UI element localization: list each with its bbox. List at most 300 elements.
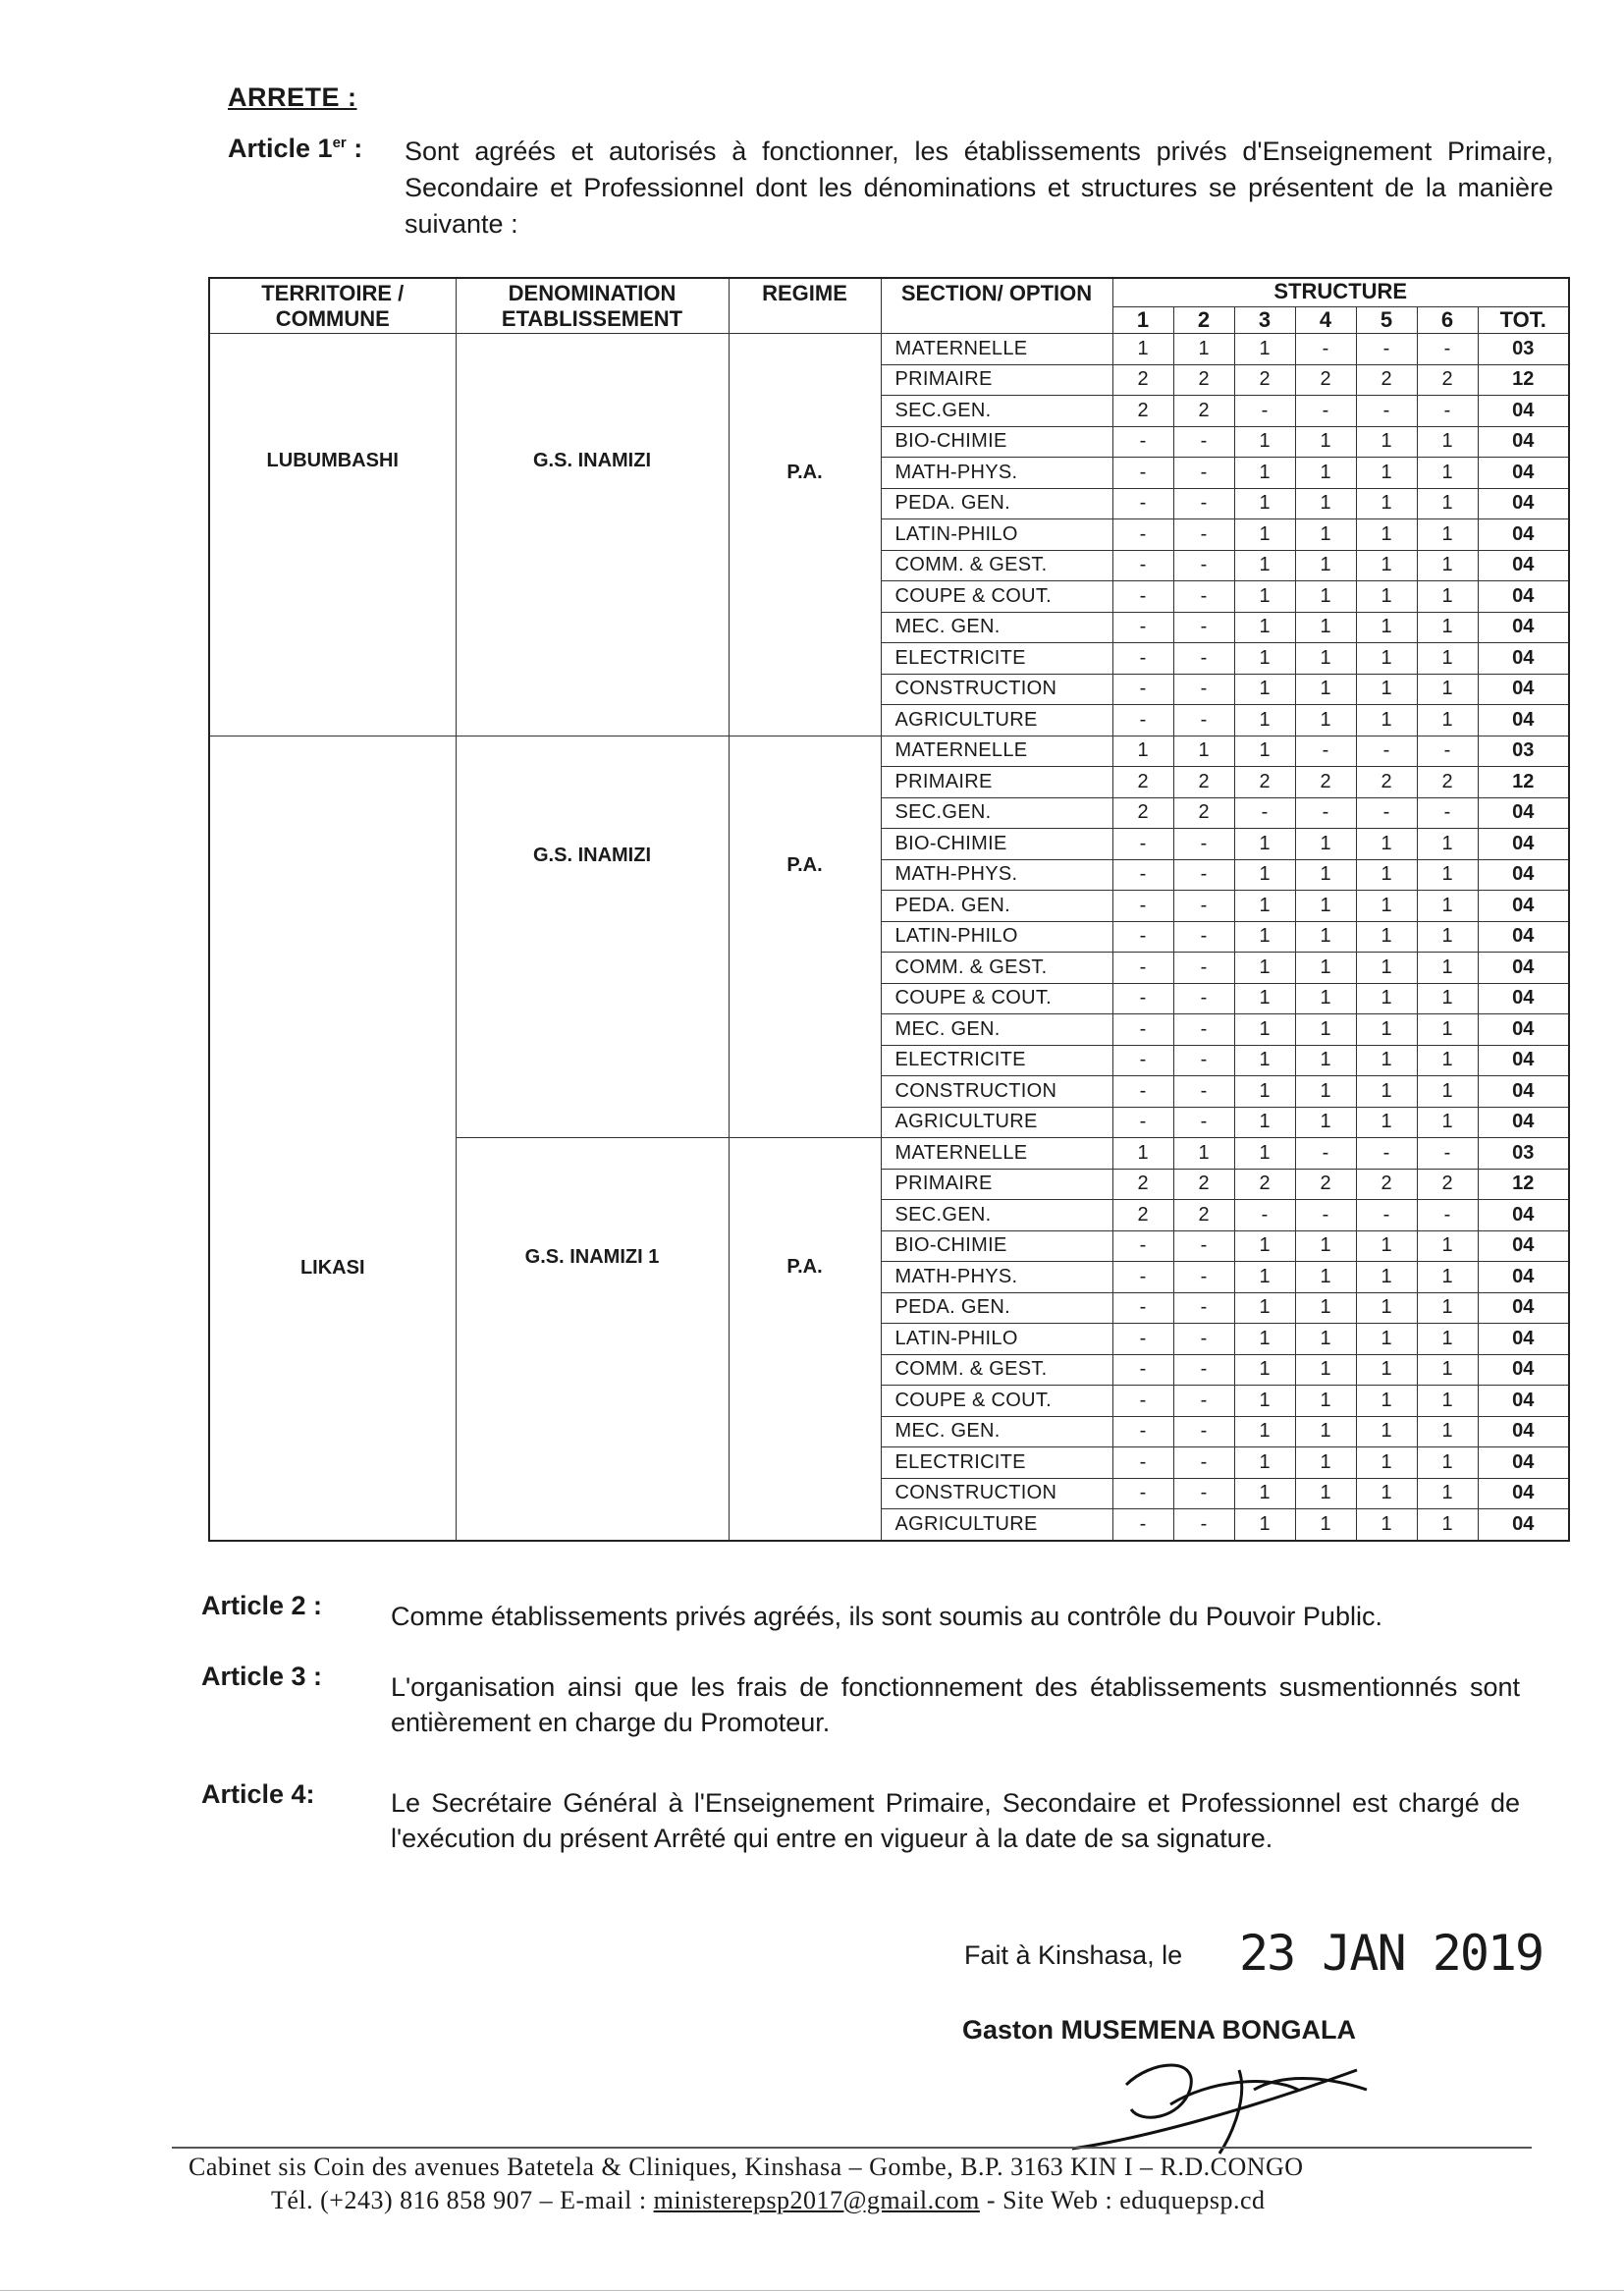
total-cell: 04	[1478, 426, 1569, 458]
structure-cell: -	[1173, 674, 1234, 705]
territoire-cell: LIKASI	[209, 736, 456, 1541]
article-3-text: L'organisation ainsi que les frais de fonctionnement des établissements susmentionnés sont entièrement en charge du Promoteur.	[391, 1672, 1520, 1737]
etablissement-cell: G.S. INAMIZI 1	[456, 1138, 729, 1541]
option-cell: ELECTRICITE	[881, 1045, 1112, 1076]
structure-cell: 2	[1112, 364, 1173, 396]
structure-cell: -	[1112, 891, 1173, 922]
structure-cell: -	[1356, 396, 1417, 427]
option-cell: AGRICULTURE	[881, 705, 1112, 736]
option-cell: MATH-PHYS.	[881, 859, 1112, 891]
structure-cell: 1	[1112, 334, 1173, 365]
structure-cell: 1	[1356, 674, 1417, 705]
structure-cell: 2	[1356, 767, 1417, 798]
structure-cell: -	[1173, 1230, 1234, 1262]
structure-cell: 1	[1356, 550, 1417, 581]
total-cell: 04	[1478, 581, 1569, 613]
structure-cell: 1	[1356, 1324, 1417, 1355]
total-cell: 04	[1478, 1262, 1569, 1293]
structure-cell: 1	[1417, 1292, 1478, 1324]
structure-cell: 1	[1356, 859, 1417, 891]
option-cell: PRIMAIRE	[881, 767, 1112, 798]
total-cell: 04	[1478, 519, 1569, 551]
article-1-label-sup: er	[332, 135, 347, 151]
option-cell: CONSTRUCTION	[881, 1478, 1112, 1509]
structure-cell: 1	[1295, 550, 1356, 581]
structure-cell: -	[1112, 1045, 1173, 1076]
structure-cell: 1	[1417, 674, 1478, 705]
structure-cell: -	[1112, 1386, 1173, 1417]
structure-cell: 1	[1295, 1230, 1356, 1262]
total-cell: 03	[1478, 334, 1569, 365]
structure-cell: -	[1234, 1200, 1295, 1231]
structure-cell: 2	[1417, 767, 1478, 798]
structure-cell: 2	[1173, 797, 1234, 829]
structure-cell: -	[1112, 612, 1173, 643]
structure-cell: 1	[1356, 1478, 1417, 1509]
structure-cell: -	[1295, 736, 1356, 767]
structure-cell: -	[1356, 1200, 1417, 1231]
structure-cell: 1	[1234, 612, 1295, 643]
total-cell: 04	[1478, 396, 1569, 427]
structure-cell: 1	[1417, 953, 1478, 984]
total-cell: 04	[1478, 1416, 1569, 1447]
option-cell: COMM. & GEST.	[881, 1354, 1112, 1386]
structure-cell: 1	[1234, 891, 1295, 922]
option-cell: PEDA. GEN.	[881, 488, 1112, 519]
structure-cell: 1	[1234, 426, 1295, 458]
structure-cell: -	[1112, 1292, 1173, 1324]
structure-cell: 1	[1417, 921, 1478, 953]
structure-cell: -	[1173, 458, 1234, 489]
structure-cell: -	[1173, 829, 1234, 860]
structure-cell: 1	[1356, 1107, 1417, 1138]
structure-cell: 1	[1356, 612, 1417, 643]
option-cell: MEC. GEN.	[881, 1014, 1112, 1046]
structure-cell: -	[1173, 953, 1234, 984]
header-territoire: TERRITOIRE / COMMUNE	[209, 278, 456, 334]
structure-cell: -	[1173, 426, 1234, 458]
option-cell: COMM. & GEST.	[881, 550, 1112, 581]
option-cell: MATERNELLE	[881, 334, 1112, 365]
structure-cell: 1	[1295, 705, 1356, 736]
header-col-3: 3	[1234, 307, 1295, 334]
structure-cell: 2	[1295, 1169, 1356, 1200]
structure-cell: 2	[1173, 1200, 1234, 1231]
structure-cell: -	[1173, 1076, 1234, 1108]
article-1-text: Sont agréés et autorisés à fonctionner, les établissements privés d'Enseignement Primaire, Secondaire et Professionnel dont les dénominations et structures se présentent de la manière suivante :	[405, 136, 1553, 239]
schools-table-body	[209, 334, 1569, 1541]
structure-cell: -	[1112, 1354, 1173, 1386]
structure-cell: 1	[1356, 953, 1417, 984]
structure-cell: 1	[1295, 1509, 1356, 1541]
etablissement-cell: G.S. INAMIZI	[456, 334, 729, 736]
structure-cell: 1	[1417, 1386, 1478, 1417]
structure-cell: -	[1112, 829, 1173, 860]
structure-cell: 1	[1356, 1509, 1417, 1541]
total-cell: 04	[1478, 612, 1569, 643]
structure-cell: -	[1112, 1478, 1173, 1509]
structure-cell: 1	[1234, 1230, 1295, 1262]
structure-cell: -	[1112, 983, 1173, 1014]
structure-cell: 1	[1173, 736, 1234, 767]
structure-cell: 1	[1356, 458, 1417, 489]
total-cell: 04	[1478, 1230, 1569, 1262]
structure-cell: 1	[1417, 1416, 1478, 1447]
structure-cell: 1	[1356, 1014, 1417, 1046]
option-cell: MATH-PHYS.	[881, 458, 1112, 489]
structure-cell: -	[1173, 1386, 1234, 1417]
option-cell: AGRICULTURE	[881, 1107, 1112, 1138]
structure-cell: 1	[1417, 1354, 1478, 1386]
structure-cell: 1	[1234, 705, 1295, 736]
total-cell: 12	[1478, 767, 1569, 798]
header-structure: STRUCTURE	[1112, 278, 1569, 307]
option-cell: CONSTRUCTION	[881, 674, 1112, 705]
structure-cell: 1	[1234, 1014, 1295, 1046]
structure-cell: 2	[1417, 364, 1478, 396]
structure-cell: -	[1112, 674, 1173, 705]
header-regime: REGIME	[729, 278, 881, 334]
structure-cell: -	[1112, 1416, 1173, 1447]
handwritten-signature	[1053, 2050, 1377, 2158]
total-cell: 03	[1478, 736, 1569, 767]
total-cell: 04	[1478, 705, 1569, 736]
structure-cell: 1	[1234, 1324, 1295, 1355]
decree-heading: ARRETE :	[228, 82, 357, 112]
structure-cell: 1	[1234, 581, 1295, 613]
option-cell: LATIN-PHILO	[881, 921, 1112, 953]
structure-cell: 1	[1356, 1292, 1417, 1324]
header-col-4: 4	[1295, 307, 1356, 334]
structure-cell: -	[1112, 921, 1173, 953]
structure-cell: 1	[1417, 1447, 1478, 1479]
structure-cell: 1	[1356, 1262, 1417, 1293]
option-cell: BIO-CHIMIE	[881, 829, 1112, 860]
option-cell: SEC.GEN.	[881, 396, 1112, 427]
structure-cell: 1	[1234, 1416, 1295, 1447]
regime-cell: P.A.	[729, 1138, 881, 1541]
signer-name: Gaston MUSEMENA BONGALA	[962, 2015, 1357, 2045]
option-cell: CONSTRUCTION	[881, 1076, 1112, 1108]
territoire-cell: LUBUMBASHI	[209, 334, 456, 736]
structure-cell: 1	[1295, 643, 1356, 675]
option-cell: SEC.GEN.	[881, 797, 1112, 829]
structure-cell: -	[1173, 1014, 1234, 1046]
total-cell: 04	[1478, 891, 1569, 922]
structure-cell: -	[1234, 797, 1295, 829]
total-cell: 04	[1478, 921, 1569, 953]
structure-cell: 1	[1295, 829, 1356, 860]
structure-cell: 1	[1417, 1045, 1478, 1076]
structure-cell: 1	[1417, 1478, 1478, 1509]
structure-cell: 1	[1295, 1014, 1356, 1046]
structure-cell: 1	[1295, 1478, 1356, 1509]
structure-cell: -	[1112, 859, 1173, 891]
total-cell: 04	[1478, 1014, 1569, 1046]
total-cell: 04	[1478, 488, 1569, 519]
structure-cell: 2	[1173, 364, 1234, 396]
structure-cell: 1	[1234, 1045, 1295, 1076]
article-1-label-main: Article 1	[228, 134, 333, 163]
total-cell: 04	[1478, 1354, 1569, 1386]
structure-cell: 1	[1295, 1045, 1356, 1076]
structure-cell: 1	[1295, 426, 1356, 458]
option-cell: LATIN-PHILO	[881, 519, 1112, 551]
structure-cell: 2	[1112, 1169, 1173, 1200]
structure-cell: 1	[1234, 334, 1295, 365]
structure-cell: 1	[1234, 674, 1295, 705]
structure-cell: 2	[1356, 364, 1417, 396]
structure-cell: 1	[1356, 1045, 1417, 1076]
structure-cell: -	[1173, 1324, 1234, 1355]
total-cell: 04	[1478, 1386, 1569, 1417]
structure-cell: 1	[1295, 921, 1356, 953]
structure-cell: 1	[1417, 1509, 1478, 1541]
structure-cell: 1	[1417, 859, 1478, 891]
regime-cell: P.A.	[729, 334, 881, 736]
structure-cell: 2	[1234, 767, 1295, 798]
structure-cell: -	[1295, 1200, 1356, 1231]
structure-cell: 1	[1356, 829, 1417, 860]
structure-cell: 1	[1295, 1447, 1356, 1479]
structure-cell: 2	[1234, 1169, 1295, 1200]
option-cell: MATERNELLE	[881, 736, 1112, 767]
structure-cell: -	[1112, 1509, 1173, 1541]
structure-cell: 1	[1356, 581, 1417, 613]
footer-contact	[271, 2186, 1266, 2215]
structure-cell: -	[1173, 1292, 1234, 1324]
option-cell: AGRICULTURE	[881, 1509, 1112, 1541]
structure-cell: 1	[1356, 921, 1417, 953]
footer-divider	[172, 2147, 1532, 2149]
footer-tel: Tél. (+243) 816 858 907 – E-mail :	[271, 2186, 654, 2214]
etablissement-cell: G.S. INAMIZI	[456, 736, 729, 1138]
structure-cell: -	[1173, 1354, 1234, 1386]
structure-cell: -	[1173, 891, 1234, 922]
option-cell: COMM. & GEST.	[881, 953, 1112, 984]
header-col-5: 5	[1356, 307, 1417, 334]
structure-cell: -	[1173, 643, 1234, 675]
structure-cell: 1	[1417, 1107, 1478, 1138]
structure-cell: -	[1295, 396, 1356, 427]
structure-cell: -	[1112, 1324, 1173, 1355]
structure-cell: 1	[1356, 705, 1417, 736]
total-cell: 04	[1478, 983, 1569, 1014]
footer-site: - Site Web : eduquepsp.cd	[979, 2186, 1266, 2214]
structure-cell: 1	[1112, 1138, 1173, 1170]
structure-cell: 2	[1173, 767, 1234, 798]
structure-cell: -	[1173, 1262, 1234, 1293]
total-cell: 04	[1478, 953, 1569, 984]
structure-cell: 1	[1417, 829, 1478, 860]
structure-cell: -	[1173, 1107, 1234, 1138]
structure-cell: 1	[1417, 983, 1478, 1014]
structure-cell: 1	[1356, 1354, 1417, 1386]
structure-cell: -	[1112, 550, 1173, 581]
table-row	[209, 736, 1569, 767]
structure-cell: -	[1173, 705, 1234, 736]
structure-cell: 1	[1417, 1230, 1478, 1262]
structure-cell: 1	[1356, 1447, 1417, 1479]
structure-cell: 1	[1356, 1416, 1417, 1447]
structure-cell: 1	[1417, 1324, 1478, 1355]
structure-cell: 1	[1234, 829, 1295, 860]
footer-address: Cabinet sis Coin des avenues Batetela & Cliniques, Kinshasa – Gombe, B.P. 3163 KIN I – R.D.CONGO	[189, 2153, 1304, 2181]
structure-cell: 1	[1173, 334, 1234, 365]
structure-cell: 1	[1356, 643, 1417, 675]
option-cell: PRIMAIRE	[881, 364, 1112, 396]
article-4-text: Le Secrétaire Général à l'Enseignement Primaire, Secondaire et Professionnel est chargé de l'exécution du présent Arrêté qui entre en vigueur à la date de sa signature.	[391, 1788, 1520, 1853]
header-col-1: 1	[1112, 307, 1173, 334]
structure-cell: 2	[1295, 364, 1356, 396]
structure-cell: -	[1112, 1262, 1173, 1293]
structure-cell: -	[1173, 983, 1234, 1014]
total-cell: 04	[1478, 458, 1569, 489]
total-cell: 04	[1478, 1447, 1569, 1479]
total-cell: 04	[1478, 1076, 1569, 1108]
structure-cell: 1	[1417, 705, 1478, 736]
structure-cell: -	[1112, 426, 1173, 458]
structure-cell: -	[1417, 396, 1478, 427]
total-cell: 12	[1478, 364, 1569, 396]
structure-cell: 1	[1417, 426, 1478, 458]
structure-cell: 1	[1356, 983, 1417, 1014]
structure-cell: -	[1173, 581, 1234, 613]
total-cell: 04	[1478, 859, 1569, 891]
structure-cell: -	[1356, 1138, 1417, 1170]
total-cell: 04	[1478, 1292, 1569, 1324]
structure-cell: 1	[1234, 643, 1295, 675]
structure-cell: -	[1112, 581, 1173, 613]
structure-cell: -	[1417, 797, 1478, 829]
total-cell: 04	[1478, 1509, 1569, 1541]
structure-cell: 2	[1112, 767, 1173, 798]
structure-cell: 1	[1417, 581, 1478, 613]
structure-cell: 1	[1295, 488, 1356, 519]
structure-cell: -	[1173, 612, 1234, 643]
structure-cell: 1	[1295, 519, 1356, 551]
option-cell: BIO-CHIMIE	[881, 426, 1112, 458]
structure-cell: -	[1356, 736, 1417, 767]
option-cell: COUPE & COUT.	[881, 983, 1112, 1014]
structure-cell: 1	[1356, 1230, 1417, 1262]
structure-cell: -	[1112, 1014, 1173, 1046]
structure-cell: 1	[1356, 519, 1417, 551]
header-col-6: 6	[1417, 307, 1478, 334]
structure-cell: 1	[1234, 488, 1295, 519]
structure-cell: -	[1173, 550, 1234, 581]
date-stamp: 23 JAN 2019	[1239, 1925, 1543, 1982]
option-cell: BIO-CHIMIE	[881, 1230, 1112, 1262]
structure-cell: 1	[1234, 983, 1295, 1014]
structure-cell: 1	[1295, 859, 1356, 891]
structure-cell: -	[1112, 458, 1173, 489]
structure-cell: 1	[1417, 519, 1478, 551]
structure-cell: 1	[1295, 1107, 1356, 1138]
structure-cell: -	[1417, 736, 1478, 767]
structure-cell: 1	[1417, 891, 1478, 922]
structure-cell: 2	[1417, 1169, 1478, 1200]
total-cell: 04	[1478, 797, 1569, 829]
structure-cell: 1	[1234, 1138, 1295, 1170]
option-cell: COUPE & COUT.	[881, 1386, 1112, 1417]
structure-cell: 1	[1234, 1509, 1295, 1541]
structure-cell: 2	[1173, 1169, 1234, 1200]
structure-cell: 1	[1295, 891, 1356, 922]
option-cell: COUPE & COUT.	[881, 581, 1112, 613]
structure-cell: 1	[1417, 550, 1478, 581]
schools-table	[208, 277, 1570, 1542]
article-2-text: Comme établissements privés agréés, ils sont soumis au contrôle du Pouvoir Public.	[391, 1602, 1382, 1631]
structure-cell: -	[1112, 519, 1173, 551]
structure-cell: 1	[1295, 581, 1356, 613]
option-cell: MATH-PHYS.	[881, 1262, 1112, 1293]
structure-cell: 1	[1295, 953, 1356, 984]
structure-cell: 1	[1173, 1138, 1234, 1170]
structure-cell: 1	[1417, 488, 1478, 519]
structure-cell: -	[1112, 1230, 1173, 1262]
structure-cell: -	[1173, 1478, 1234, 1509]
structure-cell: 1	[1234, 519, 1295, 551]
structure-cell: -	[1356, 334, 1417, 365]
total-cell: 12	[1478, 1169, 1569, 1200]
structure-cell: -	[1295, 1138, 1356, 1170]
structure-cell: 1	[1234, 1478, 1295, 1509]
total-cell: 04	[1478, 1200, 1569, 1231]
article-1-label-colon: :	[346, 134, 363, 163]
structure-cell: -	[1112, 1447, 1173, 1479]
total-cell: 04	[1478, 829, 1569, 860]
structure-cell: 2	[1173, 396, 1234, 427]
structure-cell: -	[1173, 859, 1234, 891]
structure-cell: 1	[1234, 550, 1295, 581]
structure-cell: 2	[1112, 1200, 1173, 1231]
structure-cell: -	[1356, 797, 1417, 829]
structure-cell: 1	[1356, 891, 1417, 922]
option-cell: SEC.GEN.	[881, 1200, 1112, 1231]
structure-cell: -	[1295, 334, 1356, 365]
total-cell: 04	[1478, 1045, 1569, 1076]
structure-cell: 1	[1112, 736, 1173, 767]
structure-cell: 1	[1356, 1386, 1417, 1417]
place-date-label: Fait à Kinshasa, le	[964, 1940, 1183, 1970]
structure-cell: -	[1173, 519, 1234, 551]
structure-cell: -	[1417, 334, 1478, 365]
option-cell: ELECTRICITE	[881, 1447, 1112, 1479]
footer-email-link[interactable]: ministerepsp2017@gmail.com	[653, 2186, 980, 2214]
header-denomination: DENOMINATION ETABLISSEMENT	[456, 278, 729, 334]
structure-cell: -	[1173, 921, 1234, 953]
header-section: SECTION/ OPTION	[881, 278, 1112, 334]
structure-cell: 1	[1356, 426, 1417, 458]
structure-cell: -	[1234, 396, 1295, 427]
structure-cell: 1	[1295, 1386, 1356, 1417]
structure-cell: 1	[1234, 1354, 1295, 1386]
structure-cell: 1	[1295, 674, 1356, 705]
regime-cell: P.A.	[729, 736, 881, 1138]
total-cell: 04	[1478, 550, 1569, 581]
table-row	[209, 334, 1569, 365]
structure-cell: 1	[1417, 458, 1478, 489]
structure-cell: 1	[1295, 983, 1356, 1014]
structure-cell: 1	[1417, 1014, 1478, 1046]
structure-cell: 2	[1112, 797, 1173, 829]
structure-cell: 1	[1295, 458, 1356, 489]
structure-cell: -	[1112, 705, 1173, 736]
structure-cell: 1	[1295, 1076, 1356, 1108]
structure-cell: 1	[1295, 1324, 1356, 1355]
total-cell: 03	[1478, 1138, 1569, 1170]
